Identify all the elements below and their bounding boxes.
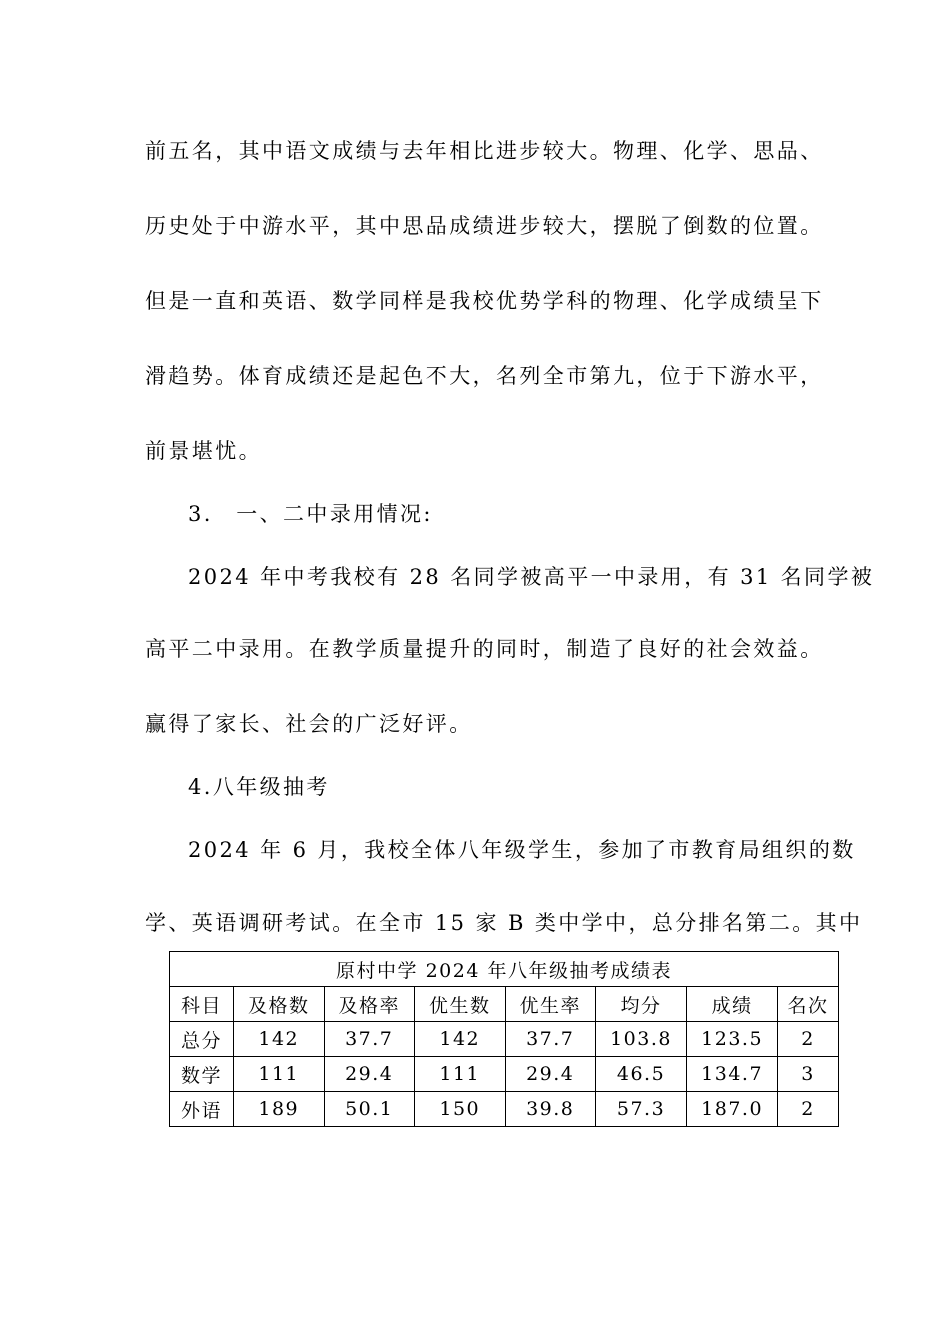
section-heading: 3. 一、二中录用情况: [188,502,433,526]
table-cell: 111 [234,1057,325,1092]
table-cell: 总分 [170,1022,234,1057]
column-header: 优生数 [415,987,506,1022]
table-title-row [170,952,839,987]
column-header: 均分 [596,987,687,1022]
paragraph-line: 学、英语调研考试。在全市 15 家 B 类中学中，总分排名第二。其中 [145,911,863,935]
table-cell: 37.7 [324,1022,415,1057]
column-header: 优生率 [505,987,596,1022]
table-title: 原村中学 2024 年八年级抽考成绩表 [170,952,839,987]
table-cell: 外语 [170,1092,234,1127]
table-cell: 37.7 [505,1022,596,1057]
table-cell: 50.1 [324,1092,415,1127]
table-cell: 187.0 [687,1092,778,1127]
paragraph-line: 前五名，其中语文成绩与去年相比进步较大。物理、化学、思品、 [145,139,824,163]
paragraph-line: 2024 年中考我校有 28 名同学被高平一中录用，有 31 名同学被 [188,565,875,589]
paragraph-line: 前景堪忧。 [145,439,262,463]
table-cell: 150 [415,1092,506,1127]
table-cell: 142 [234,1022,325,1057]
column-header: 科目 [170,987,234,1022]
paragraph-line: 历史处于中游水平，其中思品成绩进步较大，摆脱了倒数的位置。 [145,214,824,238]
table-row [170,1092,839,1127]
table-cell: 29.4 [505,1057,596,1092]
paragraph-line: 高平二中录用。在教学质量提升的同时，制造了良好的社会效益。 [145,637,824,661]
section-heading: 4.八年级抽考 [188,775,330,799]
table-cell: 2 [778,1022,839,1057]
column-header: 及格率 [324,987,415,1022]
table-cell: 111 [415,1057,506,1092]
table-cell: 134.7 [687,1057,778,1092]
paragraph-line: 但是一直和英语、数学同样是我校优势学科的物理、化学成绩呈下 [145,289,824,313]
table-cell: 103.8 [596,1022,687,1057]
paragraph-line: 赢得了家长、社会的广泛好评。 [145,712,473,736]
table-cell: 189 [234,1092,325,1127]
table-cell: 2 [778,1092,839,1127]
table-row [170,1022,839,1057]
table-cell: 29.4 [324,1057,415,1092]
table-row [170,1057,839,1092]
table-cell: 3 [778,1057,839,1092]
column-header: 名次 [778,987,839,1022]
table-cell: 57.3 [596,1092,687,1127]
column-header: 及格数 [234,987,325,1022]
table-cell: 数学 [170,1057,234,1092]
column-header: 成绩 [687,987,778,1022]
paragraph-line: 滑趋势。体育成绩还是起色不大，名列全市第九，位于下游水平， [145,364,824,388]
table-header-row [170,987,839,1022]
table-cell: 46.5 [596,1057,687,1092]
paragraph-line: 2024 年 6 月，我校全体八年级学生，参加了市教育局组织的数 [188,838,856,862]
table-cell: 39.8 [505,1092,596,1127]
table-cell: 142 [415,1022,506,1057]
score-table [169,951,839,1127]
table-cell: 123.5 [687,1022,778,1057]
